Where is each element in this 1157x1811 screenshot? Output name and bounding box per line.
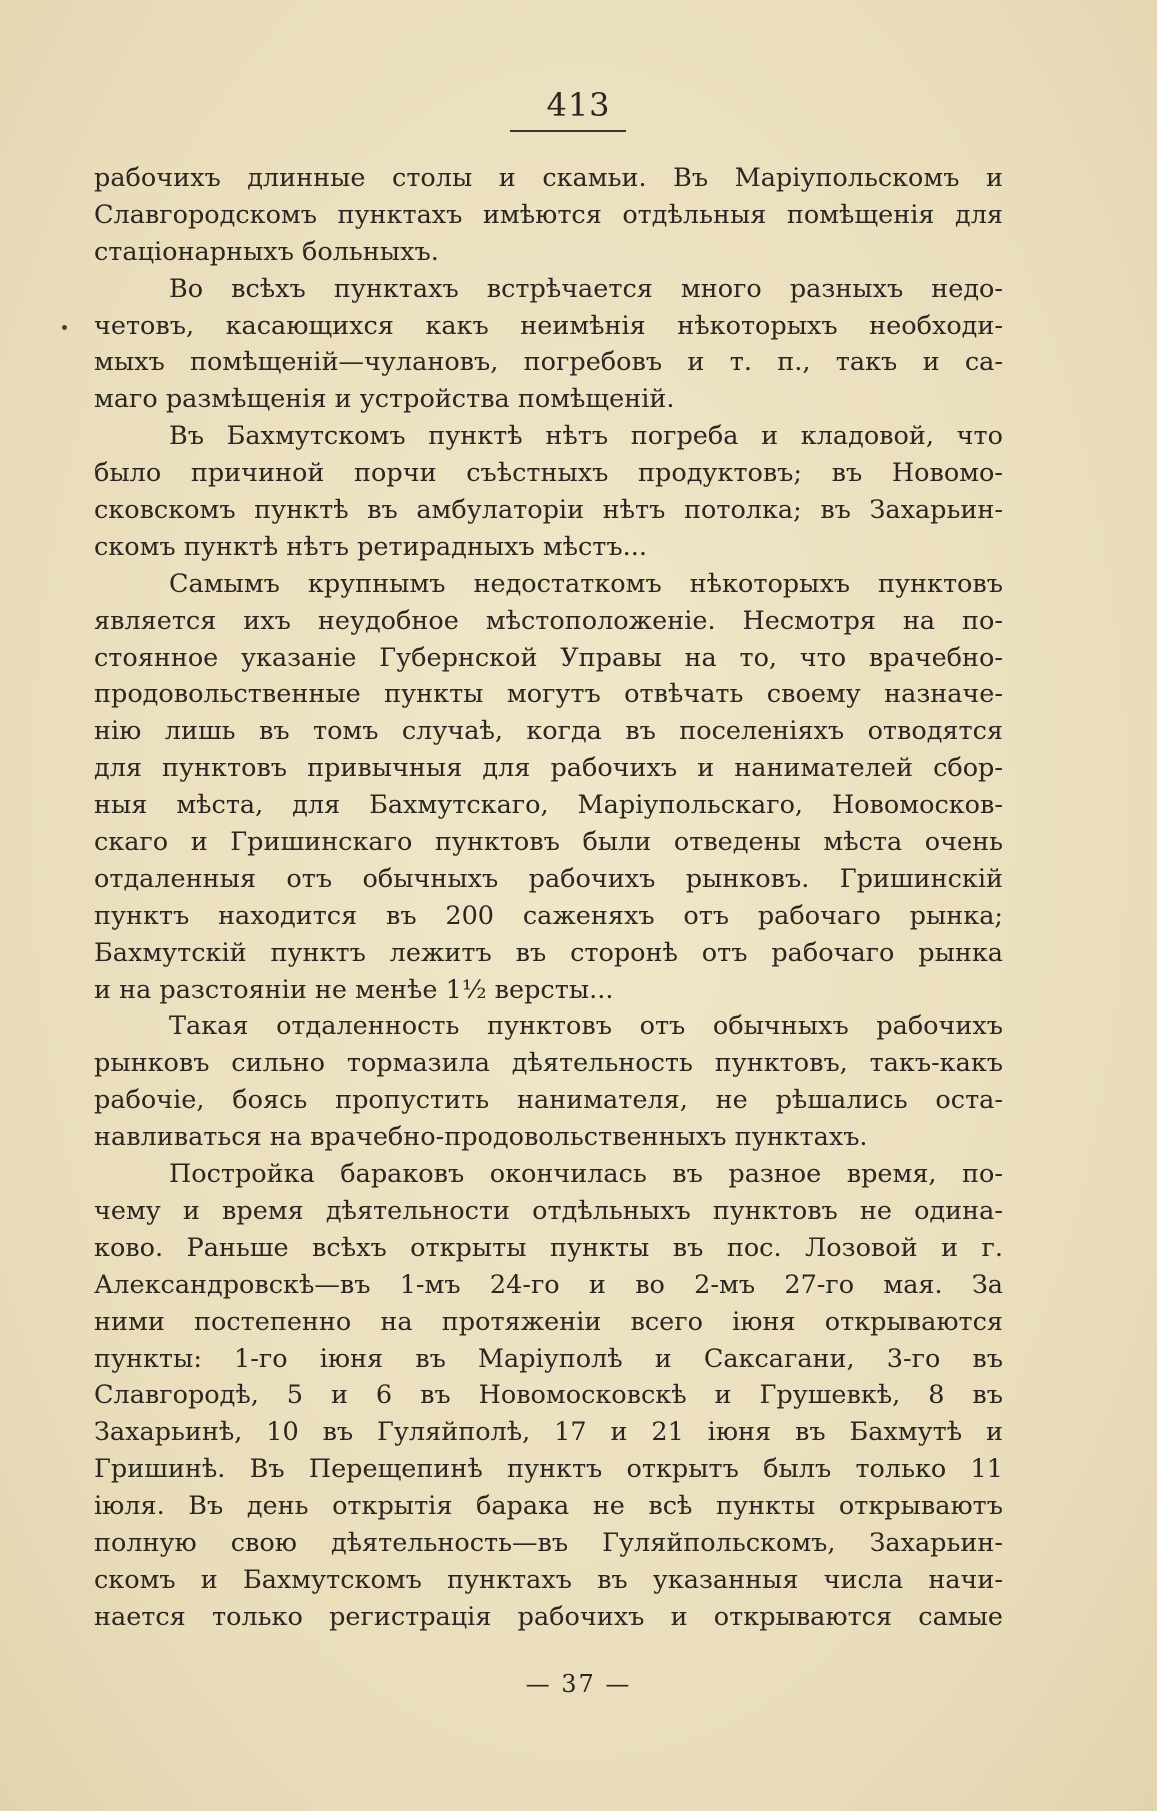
text-line: продовольственные пункты могутъ отвѣчать своему назначе- (94, 679, 1003, 710)
text-line: полную свою дѣятельность—въ Гуляйпольскомъ, Захарьин- (94, 1527, 1003, 1558)
text-line: Постройка бараковъ окончилась въ разное время, по- (169, 1159, 1003, 1190)
text-line: ково. Раньше всѣхъ открыты пункты въ пос. Лозовой и г. (94, 1232, 1003, 1263)
text-line: пункты: 1-го іюня въ Маріуполѣ и Саксагани, 3-го въ (94, 1343, 1003, 1374)
body-text (94, 160, 1003, 1636)
text-line: Во всѣхъ пунктахъ встрѣчается много разныхъ недо- (169, 273, 1003, 304)
page-number: 413 (546, 86, 611, 124)
text-line: рабочіе, боясь пропустить нанимателя, не рѣшались оста- (94, 1085, 1003, 1116)
text-line: навливаться на врачебно-продовольственныхъ пунктахъ. (94, 1122, 868, 1153)
text-line: іюля. Въ день открытія барака не всѣ пункты открываютъ (94, 1491, 1003, 1522)
text-line: нію лишь въ томъ случаѣ, когда въ поселеніяхъ отводятся (94, 716, 1003, 747)
text-line: четовъ, касающихся какъ неимѣнія нѣкоторыхъ необходи- (94, 310, 1003, 341)
text-line: Славгородѣ, 5 и 6 въ Новомосковскѣ и Грушевкѣ, 8 въ (94, 1380, 1003, 1411)
text-line: стоянное указаніе Губернской Управы на то, что врачебно- (94, 642, 1003, 673)
text-line: маго размѣщенія и устройства помѣщеній. (94, 384, 675, 415)
text-line: Гришинѣ. Въ Перещепинѣ пунктъ открытъ былъ только 11 (94, 1454, 1003, 1485)
text-line: ними постепенно на протяженіи всего іюня открываются (94, 1306, 1003, 1337)
text-line: пунктъ находится въ 200 саженяхъ отъ рабочаго рынка; (94, 900, 1003, 931)
text-line: рабочихъ длинные столы и скамьи. Въ Маріупольскомъ и (94, 163, 1003, 193)
text-line: сковскомъ пунктѣ въ амбулаторіи нѣтъ потолка; въ Захарьин- (94, 495, 1003, 526)
text-line: является ихъ неудобное мѣстоположеніе. Несмотря на по- (94, 605, 1003, 636)
text-line: нается только регистрація рабочихъ и открываются самые (94, 1601, 1003, 1632)
text-line: для пунктовъ привычныя для рабочихъ и нанимателей сбор- (94, 753, 1003, 784)
text-line: Захарьинѣ, 10 въ Гуляйполѣ, 17 и 21 іюня въ Бахмутѣ и (94, 1417, 1003, 1448)
text-line: мыхъ помѣщеній—чулановъ, погребовъ и т. п., такъ и са- (94, 347, 1003, 378)
text-line: рынковъ сильно тормазила дѣятельность пунктовъ, такъ-какъ (94, 1048, 1003, 1079)
text-line: Александровскѣ—въ 1-мъ 24-го и во 2-мъ 27-го мая. За (94, 1269, 1003, 1300)
text-line: Самымъ крупнымъ недостаткомъ нѣкоторыхъ пунктовъ (169, 568, 1003, 599)
folio-number: — 37 — (525, 1670, 632, 1698)
text-line: Въ Бахмутскомъ пунктѣ нѣтъ погреба и кладовой, что (169, 421, 1003, 452)
text-line: Бахмутскій пунктъ лежитъ въ сторонѣ отъ рабочаго рынка (94, 937, 1003, 968)
text-line: чему и время дѣятельности отдѣльныхъ пунктовъ не одина- (94, 1195, 1003, 1226)
text-line: ныя мѣста, для Бахмутскаго, Маріупольскаго, Новомосков- (94, 790, 1003, 821)
text-line: стаціонарныхъ больныхъ. (94, 236, 439, 267)
text-line: Такая отдаленность пунктовъ отъ обычныхъ рабочихъ (169, 1011, 1003, 1042)
text-line: и на разстояніи не менѣе 1½ версты... (94, 974, 614, 1005)
text-line: скомъ и Бахмутскомъ пунктахъ въ указанныя числа начи- (94, 1564, 1003, 1595)
text-line: скаго и Гришинскаго пунктовъ были отведены мѣста очень (94, 827, 1003, 858)
text-line: было причиной порчи съѣстныхъ продуктовъ; въ Новомо- (94, 458, 1003, 489)
text-line: Славгородскомъ пунктахъ имѣются отдѣльныя помѣщенія для (94, 199, 1003, 230)
margin-mark (62, 325, 67, 330)
text-line: отдаленныя отъ обычныхъ рабочихъ рынковъ. Гришинскій (94, 863, 1003, 894)
header-rule (510, 130, 626, 132)
text-line: скомъ пунктѣ нѣтъ ретирадныхъ мѣстъ... (94, 531, 647, 562)
